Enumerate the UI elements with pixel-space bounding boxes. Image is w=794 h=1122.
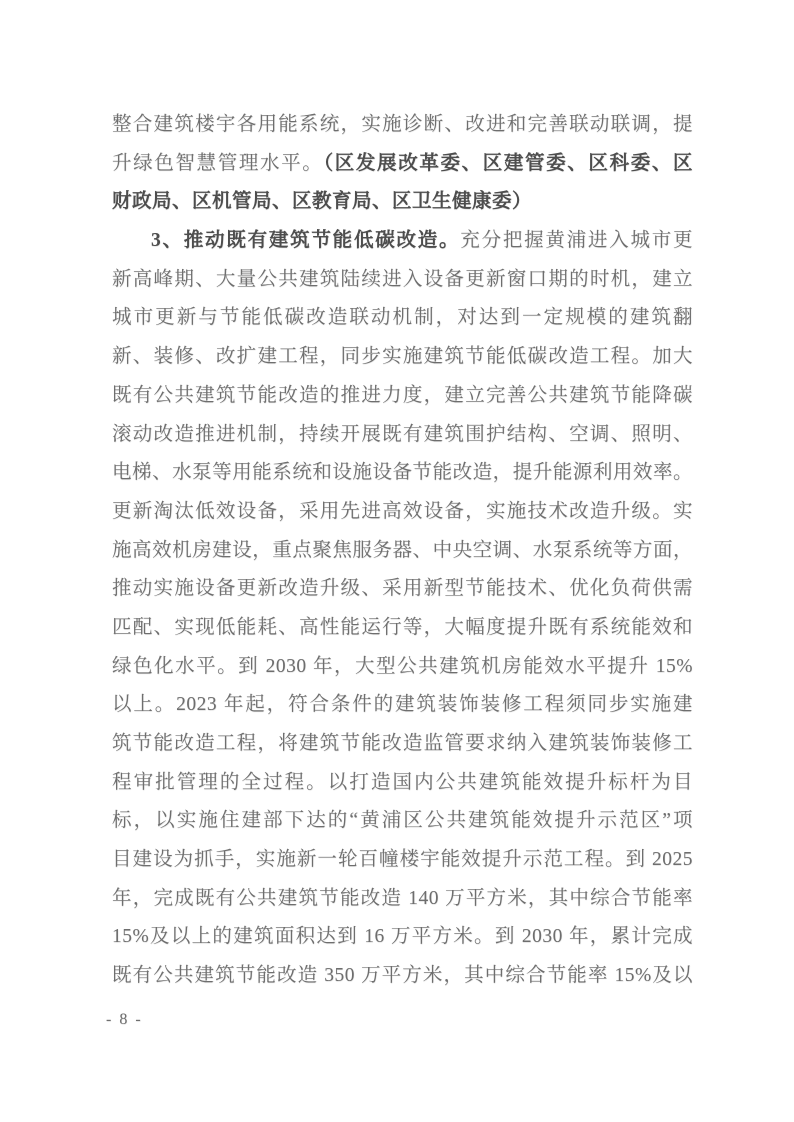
text-line xyxy=(112,222,693,261)
text-line xyxy=(112,454,693,493)
bold-text-segment: 3、推动既有建筑节能低碳改造。 xyxy=(151,230,461,252)
text-line xyxy=(112,918,693,957)
text-segment: 绿色化水平。到 2030 年，大型公共建筑机房能效水平提升 15% xyxy=(112,655,693,677)
text-line xyxy=(112,145,693,184)
text-segment: 更新淘汰低效设备，采用先进高效设备，实施技术改造升级。实 xyxy=(112,500,693,522)
text-line xyxy=(112,648,693,687)
text-segment: 整合建筑楼宇各用能系统，实施诊断、改进和完善联动联调，提 xyxy=(112,114,693,135)
text-line xyxy=(112,493,693,532)
text-segment: 15%及以上的建筑面积达到 16 万平方米。到 2030 年，累计完成 xyxy=(112,926,693,948)
text-segment: 升绿色智慧管理水平。 xyxy=(112,152,324,174)
bold-text-segment: 财政局、区机管局、区教育局、区卫生健康委） xyxy=(112,191,533,213)
text-line xyxy=(112,532,693,571)
text-line xyxy=(112,183,693,222)
text-line xyxy=(112,338,693,377)
text-line xyxy=(112,609,693,648)
text-line xyxy=(112,570,693,609)
text-segment: 推动实施设备更新改造升级、采用新型节能技术、优化负荷供需 xyxy=(112,578,693,600)
text-segment: 标，以实施住建部下达的“黄浦区公共建筑能效提升示范区”项 xyxy=(112,810,693,832)
text-segment: 电梯、水泵等用能系统和设施设备节能改造，提升能源利用效率。 xyxy=(112,462,693,484)
text-line xyxy=(112,261,693,300)
text-line xyxy=(112,841,693,880)
text-line xyxy=(112,686,693,725)
text-segment: 充分把握黄浦进入城市更 xyxy=(460,230,693,252)
text-segment: 滚动改造推进机制，持续开展既有建筑围护结构、空调、照明、 xyxy=(112,423,693,445)
text-segment: 年，完成既有公共建筑节能改造 140 万平方米，其中综合节能率 xyxy=(112,887,693,909)
text-line xyxy=(112,106,693,145)
text-line xyxy=(112,416,693,455)
text-segment: 目建设为抓手，实施新一轮百幢楼宇能效提升示范工程。到 2025 xyxy=(112,849,693,871)
text-segment: 新、装修、改扩建工程，同步实施建筑节能低碳改造工程。加大 xyxy=(112,346,693,368)
text-segment: 施高效机房建设，重点聚焦服务器、中央空调、水泵系统等方面， xyxy=(112,539,693,561)
text-line xyxy=(112,377,693,416)
text-segment: 以上。2023 年起，符合条件的建筑装饰装修工程须同步实施建 xyxy=(112,694,693,716)
text-segment: 城市更新与节能低碳改造联动机制，对达到一定规模的建筑翻 xyxy=(112,307,693,329)
document-body xyxy=(112,106,693,996)
bold-text-segment: （区发展改革委、区建管委、区科委、区 xyxy=(323,152,693,174)
text-segment: 筑节能改造工程，将建筑节能改造监管要求纳入建筑装饰装修工 xyxy=(112,733,693,754)
text-line xyxy=(112,299,693,338)
text-segment: 新高峰期、大量公共建筑陆续进入设备更新窗口期的时机，建立 xyxy=(112,268,693,290)
text-line xyxy=(112,957,693,996)
text-line xyxy=(112,725,693,764)
text-line xyxy=(112,802,693,841)
text-line xyxy=(112,880,693,919)
text-segment: 既有公共建筑节能改造 350 万平方米，其中综合节能率 15%及以 xyxy=(112,965,693,987)
text-segment: 既有公共建筑节能改造的推进力度，建立完善公共建筑节能降碳 xyxy=(112,384,693,406)
page-number: - 8 - xyxy=(106,1011,143,1028)
text-line xyxy=(112,764,693,803)
text-segment: 匹配、实现低能耗、高性能运行等，大幅度提升既有系统能效和 xyxy=(112,616,693,638)
text-segment: 程审批管理的全过程。以打造国内公共建筑能效提升标杆为目 xyxy=(112,771,693,793)
